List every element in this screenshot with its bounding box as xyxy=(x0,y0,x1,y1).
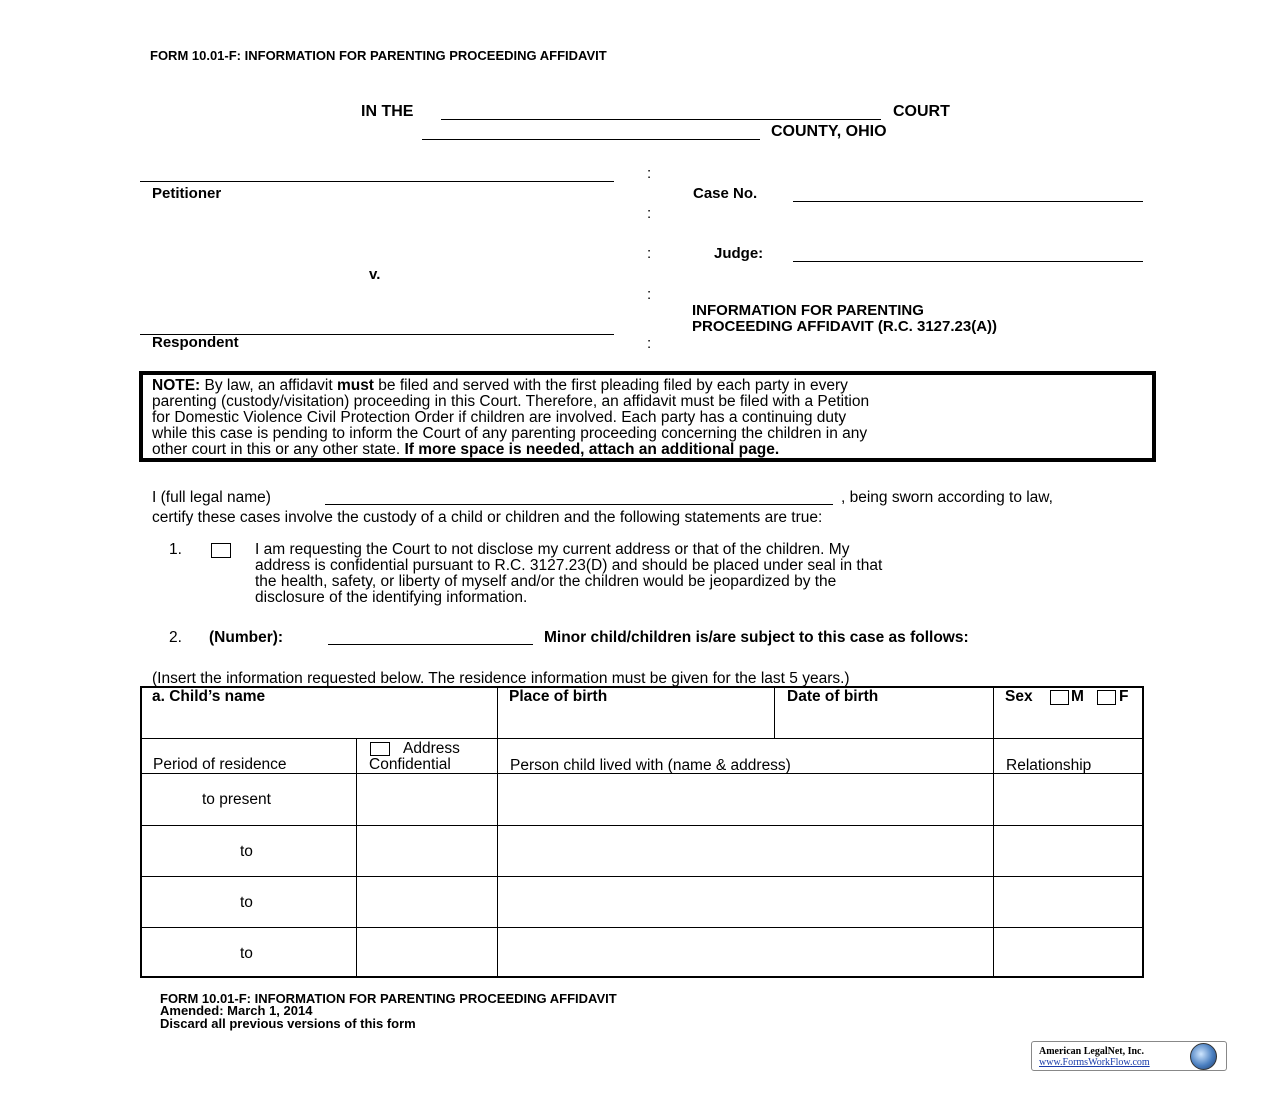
item1-text: I am requesting the Court to not disclose my current address or that of the children. My xyxy=(255,541,850,558)
full-name-field[interactable] xyxy=(325,504,833,505)
item2-text: Minor child/children is/are subject to this case as follows: xyxy=(544,629,969,646)
residence-period-row: to xyxy=(240,894,253,911)
period-of-residence-header: Period of residence xyxy=(153,756,287,773)
caption-colon: : xyxy=(647,205,652,222)
instructions-text: (Insert the information requested below. The residence information must be given for the last 5 years.) xyxy=(152,670,850,687)
note-attach-text: If more space is needed, attach an additional page. xyxy=(404,441,780,458)
affidavit-title-line2: PROCEEDING AFFIDAVIT (R.C. 3127.23(A)) xyxy=(692,318,998,335)
place-of-birth-header: Place of birth xyxy=(509,688,608,705)
petitioner-name-field[interactable] xyxy=(140,181,614,182)
date-of-birth-header: Date of birth xyxy=(787,688,879,705)
affidavit-title-line1: INFORMATION FOR PARENTING xyxy=(692,302,924,319)
confidential-header: Confidential xyxy=(369,756,451,773)
item1-number: 1. xyxy=(169,541,182,558)
sworn-text: , being sworn according to law, xyxy=(841,489,1053,506)
note-text: for Domestic Violence Civil Protection Order if children are involved. Each party has a continuing duty xyxy=(152,409,847,426)
sex-female-checkbox[interactable] xyxy=(1097,690,1116,705)
footer-amended: Amended: March 1, 2014 xyxy=(160,1003,313,1018)
county-name-field[interactable] xyxy=(422,139,760,140)
item1-text: address is confidential pursuant to R.C. 3127.23(D) and should be placed under seal in that xyxy=(255,557,883,574)
certify-text: certify these cases involve the custody of a child or children and the following statements are true: xyxy=(152,509,823,526)
note-box xyxy=(139,371,1156,462)
note-text: while this case is pending to inform the Court of any parenting proceeding concerning the children in any xyxy=(152,425,868,442)
item1-text: disclosure of the identifying information. xyxy=(255,589,528,606)
children-table xyxy=(140,686,1144,978)
county-label: COUNTY, OHIO xyxy=(771,123,887,140)
badge-url[interactable]: www.FormsWorkFlow.com xyxy=(1039,1057,1150,1068)
number-of-children-field[interactable] xyxy=(328,644,533,645)
address-confidential-checkbox[interactable] xyxy=(370,742,390,756)
respondent-label: Respondent xyxy=(152,334,239,351)
relationship-header: Relationship xyxy=(1006,757,1092,774)
footer-discard: Discard all previous versions of this form xyxy=(160,1016,416,1031)
confidential-address-checkbox[interactable] xyxy=(211,543,231,558)
person-lived-with-header: Person child lived with (name & address) xyxy=(510,757,791,774)
item2-number: 2. xyxy=(169,629,182,646)
note-text: By law, an affidavit xyxy=(200,377,337,394)
sex-male-checkbox[interactable] xyxy=(1050,690,1069,705)
caption-colon: : xyxy=(647,335,652,352)
sex-male-label: M xyxy=(1071,688,1084,705)
full-name-label: I (full legal name) xyxy=(152,489,271,506)
child-name-header: a. Child’s name xyxy=(152,688,266,705)
caption-colon: : xyxy=(647,165,652,182)
court-name-field[interactable] xyxy=(441,119,881,120)
residence-period-row: to xyxy=(240,843,253,860)
judge-field[interactable] xyxy=(793,261,1143,262)
note-text: be filed and served with the first pleading filed by each party in every xyxy=(373,377,848,394)
sex-header: Sex xyxy=(1005,688,1033,705)
residence-period-row: to xyxy=(240,945,253,962)
legalnet-badge[interactable] xyxy=(1031,1041,1227,1071)
caption-colon: : xyxy=(647,245,652,262)
note-text: other court in this or any other state. xyxy=(152,441,405,458)
case-number-field[interactable] xyxy=(793,201,1143,202)
versus-label: v. xyxy=(369,266,381,283)
globe-icon xyxy=(1190,1043,1217,1070)
note-label: NOTE: xyxy=(152,377,201,394)
address-header: Address xyxy=(403,740,460,757)
note-must: must xyxy=(336,377,374,394)
item2-label: (Number): xyxy=(209,629,284,646)
caption-colon: : xyxy=(647,286,652,303)
case-number-label: Case No. xyxy=(693,185,758,202)
residence-period-row: to present xyxy=(202,791,271,808)
note-text: parenting (custody/visitation) proceeding in this Court. Therefore, an affidavit must be filed with a Petition xyxy=(152,393,870,410)
judge-label: Judge: xyxy=(714,245,764,262)
sex-female-label: F xyxy=(1119,688,1129,705)
item1-text: the health, safety, or liberty of myself and/or the children would be jeopardized by the xyxy=(255,573,837,590)
petitioner-label: Petitioner xyxy=(152,185,222,202)
form-header-title: FORM 10.01-F: INFORMATION FOR PARENTING PROCEEDING AFFIDAVIT xyxy=(150,48,607,63)
court-label: COURT xyxy=(893,103,950,120)
badge-company: American LegalNet, Inc. xyxy=(1039,1046,1144,1057)
footer-form-title: FORM 10.01-F: INFORMATION FOR PARENTING PROCEEDING AFFIDAVIT xyxy=(160,991,617,1006)
in-the-label: IN THE xyxy=(361,103,414,120)
